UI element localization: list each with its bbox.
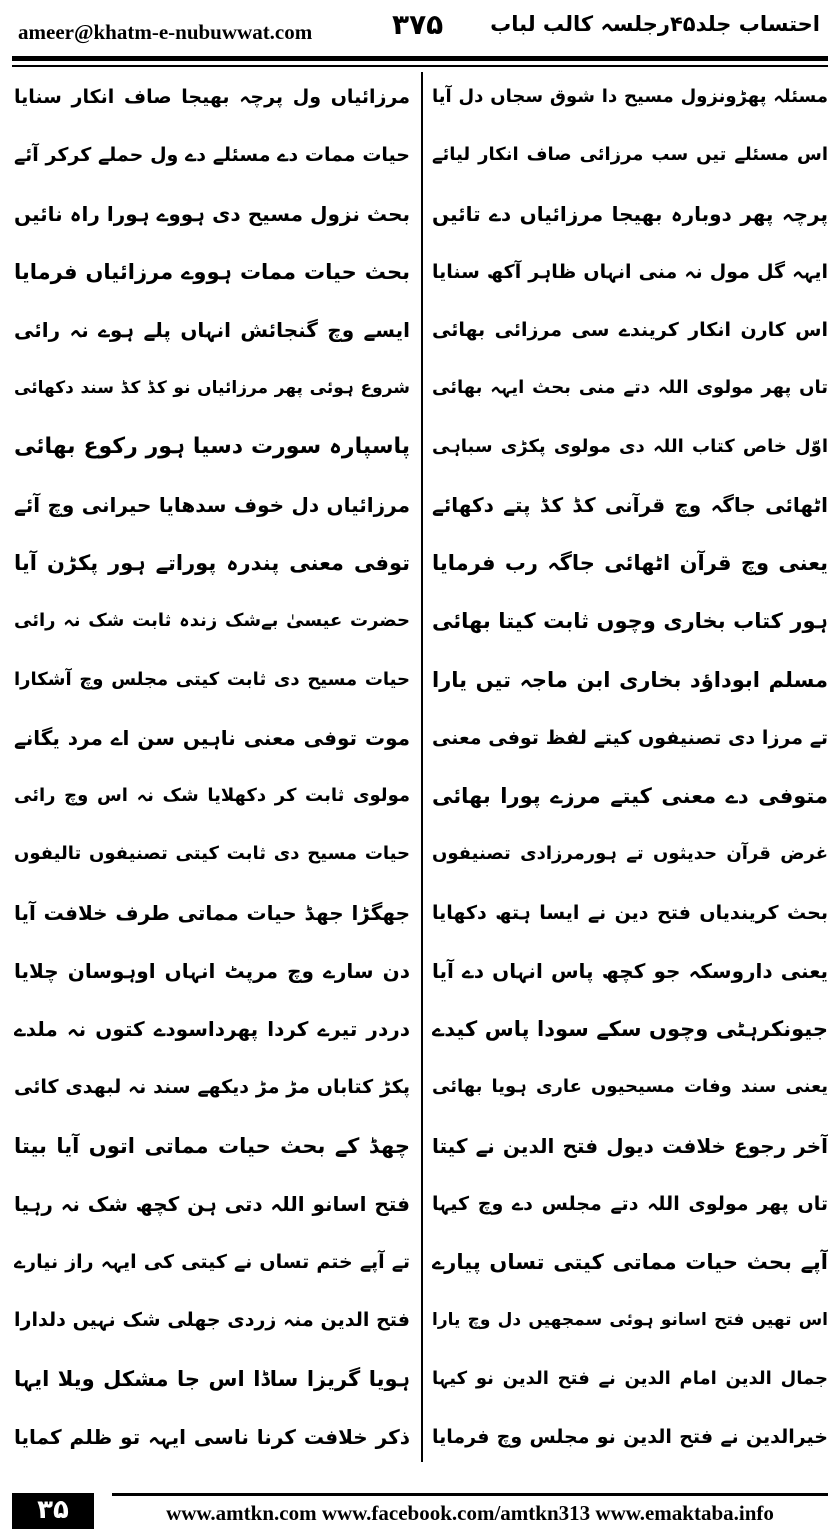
- column-divider: [421, 72, 423, 1462]
- verse-line: توفی معنی پندرہ پوراتے ہور پکڑن آیا: [14, 551, 410, 575]
- verse-line: حضرت عیسیٰ بےشک زندہ ثابت شک نہ رائی: [14, 610, 410, 632]
- verse-line: حیات مسیح دی ثابت کیتی مجلس وچ آشکارا: [14, 668, 410, 690]
- verse-line: مرزائیاں دل خوف سدھایا حیرانی وچ آئے: [14, 492, 410, 517]
- verse-line: حیات ممات دے مسئلے دے ول حملے کرکر آئے: [14, 144, 410, 167]
- verse-line: پکڑ کتاباں مڑ مڑ دیکھے سند نہ لبھدی کائی: [14, 1076, 410, 1099]
- header-rule-thin: [12, 65, 828, 67]
- verse-line: یعنی داروسکہ جو کچھ پاس انہاں دے آیا: [432, 958, 828, 983]
- verse-line: تے مرزا دی تصنیفوں کیتے لفظ توفی معنی: [432, 726, 828, 749]
- verse-line: موت توفی معنی ناہیں سن اے مرد یگانے: [14, 725, 410, 750]
- verse-line: یعنی سند وفات مسیحیوں عاری ہویا بھائی: [432, 1076, 828, 1098]
- verse-line: پرچہ پھر دوبارہ بھیجا مرزائیاں دے تائیں: [432, 201, 828, 226]
- page-footer: [12, 1493, 828, 1529]
- verse-line: دردر تیرے کردا پھرداسودے کتوں نہ ملدے: [14, 1017, 410, 1041]
- verse-line: تاں پھر مولوی اللہ دتے مجلس دے وچ کیہا: [432, 1192, 828, 1215]
- verse-line: بحث حیات ممات ہووے مرزائیاں فرمایا: [14, 259, 410, 284]
- verse-line: اس کارن انکار کریندے سی مرزائی بھائی: [432, 319, 828, 341]
- verse-line: اوّل خاص کتاب اللہ دی مولوی پکڑی سباہی: [432, 435, 828, 457]
- verse-line: بحث نزول مسیح دی ہووے ہورا راہ نائیں: [14, 201, 410, 226]
- poem-column-right: [432, 72, 828, 1462]
- verse-line: اس مسئلے تیں سب مرزائی صاف انکار لیائے: [432, 144, 828, 166]
- verse-line: آخر رجوع خلافت دیول فتح الدین نے کیتا: [432, 1133, 828, 1158]
- verse-line: جمال الدین امام الدین نے فتح الدین نو کیہا: [432, 1367, 828, 1389]
- verse-line: متوفی دے معنی کیتے مرزے پورا بھائی: [432, 784, 828, 808]
- verse-line: تے آپے ختم تساں نے کیتی کی ایہہ راز نیارے: [14, 1251, 410, 1273]
- verse-line: اس تھیں فتح اسانو ہوئی سمجھیں دل وچ یارا: [432, 1310, 828, 1331]
- verse-line: ایہہ گل مول نہ منی انہاں ظاہر آکھ سنایا: [432, 260, 828, 283]
- page-number-top: ۳۷۵: [392, 8, 444, 41]
- poem-column-left: [14, 72, 410, 1462]
- verse-line: فتح اسانو اللہ دتی ہن کچھ شک نہ رہیا: [14, 1191, 410, 1216]
- verse-line: دن سارے وچ مرپٹ انہاں اوہوسان چلایا: [14, 958, 410, 983]
- footer-links[interactable]: www.amtkn.com www.facebook.com/amtkn313 www.emaktaba.info: [112, 1493, 828, 1532]
- verse-line: جیونکرہٹی وچوں سکے سودا پاس کیدے: [432, 1017, 828, 1041]
- verse-line: فتح الدین منہ زردی جھلی شک نہیں دلدارا: [14, 1309, 410, 1332]
- verse-line: ہویا گریزا ساڈا اس جا مشکل ویلا ایہا: [14, 1366, 410, 1391]
- verse-line: حیات مسیح دی ثابت کیتی تصنیفوں تالیفوں: [14, 843, 410, 865]
- verse-line: یعنی وچ قرآن اٹھائی جاگہ رب فرمایا: [432, 551, 828, 575]
- verse-line: بحث کریندیاں فتح دین نے ایسا ہتھ دکھایا: [432, 901, 828, 924]
- verse-line: پاسپارہ سورت دسیا ہور رکوع بھائی: [14, 433, 410, 459]
- verse-line: خیرالدین نے فتح الدین نو مجلس وچ فرمایا: [432, 1425, 828, 1448]
- verse-line: مسلم ابوداؤد بخاری ابن ماجہ تیں یارا: [432, 667, 828, 692]
- verse-line: ایسے وچ گنجائش انہاں پلے ہوے نہ رائی: [14, 318, 410, 342]
- verse-line: چھڈ کے بحث حیات مماتی اتوں آیا بیتا: [14, 1133, 410, 1158]
- header-rule-thick: [12, 56, 828, 61]
- verse-line: مرزائیاں ول پرچہ بھیجا صاف انکار سنایا: [14, 86, 410, 108]
- page-header: [12, 8, 828, 48]
- verse-line: ہور کتاب بخاری وچوں ثابت کیتا بھائی: [432, 609, 828, 634]
- verse-line: ذکر خلافت کرنا ناسی ایہہ تو ظلم کمایا: [14, 1424, 410, 1449]
- verse-line: مسئلہ پھڑونزول مسیح دا شوق سجاں دل آیا: [432, 86, 828, 107]
- verse-line: آپے بحث حیات مماتی کیتی تساں پیارے: [432, 1250, 828, 1274]
- page-number-badge: ۳۵: [12, 1493, 94, 1529]
- verse-line: اٹھائی جاگہ وچ قرآنی کڈ کڈ پتے دکھائے: [432, 492, 828, 517]
- verse-line: تاں پھر مولوی اللہ دتے منی بحث ایہہ بھائی: [432, 377, 828, 399]
- verse-line: غرض قرآن حدیثوں تے ہورمرزادی تصنیفوں: [432, 843, 828, 865]
- verse-line: شروع ہوئی پھر مرزائیاں نو کڈ کڈ سند دکھائی: [14, 378, 410, 399]
- running-title: احتساب جلد۴۵رجلسہ کالب لباب: [490, 12, 820, 36]
- site-email: ameer@khatm-e-nubuwwat.com: [18, 20, 313, 44]
- verse-line: مولوی ثابت کر دکھلایا شک نہ اس وچ رائی: [14, 785, 410, 806]
- verse-line: جھگڑا جھڈ حیات مماتی طرف خلافت آیا: [14, 900, 410, 925]
